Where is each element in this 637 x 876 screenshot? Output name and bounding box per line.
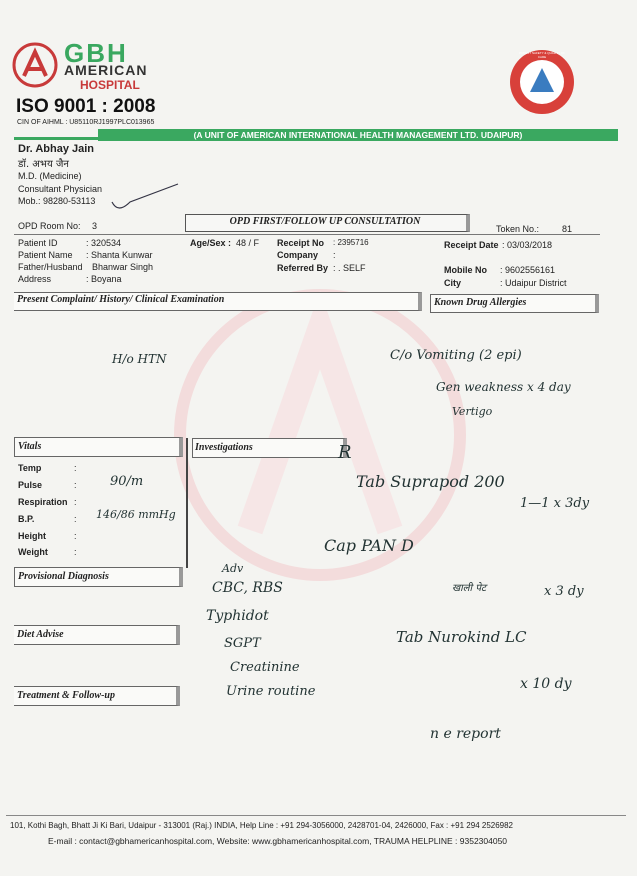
hw-cap-note: खाली पेट [452, 583, 487, 594]
section-investigations: Investigations [195, 442, 253, 453]
company-label: Company [277, 250, 319, 260]
hw-inv-2: Typhidot [206, 608, 269, 624]
hw-inv-1: CBC, RBS [212, 580, 283, 596]
vital-label-weight: Weight [18, 547, 48, 557]
section-diet: Diet Advise [17, 629, 64, 640]
logo-gbh: GBH [64, 38, 128, 68]
vital-label-pulse: Pulse [18, 480, 43, 490]
vital-sep: : [74, 514, 77, 524]
hw-inv-3: SGPT [224, 636, 261, 651]
doctor-degree: M.D. (Medicine) [18, 171, 82, 181]
address-label: Address [18, 274, 52, 284]
signature-mark [108, 178, 188, 218]
company-value: : [333, 250, 336, 260]
doctor-name: Dr. Abhay Jain [18, 143, 95, 155]
father-label: Father/Husband [18, 262, 83, 272]
unit-banner-stripe [14, 137, 98, 140]
city-label: City [444, 278, 462, 288]
city-value: : Udaipur District [500, 278, 567, 288]
receipt-date-label: Receipt Date [444, 240, 499, 250]
nabh-text: NABH [530, 94, 554, 103]
receipt-date-value: : 03/03/2018 [502, 240, 553, 250]
hw-advice: Adv [222, 562, 244, 575]
caduceus-icon [12, 42, 58, 88]
token-value: 81 [562, 224, 573, 234]
hw-complaint-1: C/o Vomiting (2 epi) [390, 348, 522, 363]
logo-hospital: HOSPITAL [80, 78, 140, 92]
doctor-role: Consultant Physician [18, 184, 103, 194]
nabh-ring-text: PATIENT SAFETY & QUALITY OF CARE [518, 51, 566, 59]
patient-id-label: Patient ID [18, 238, 58, 248]
vital-sep: : [74, 531, 77, 541]
patient-name-label: Patient Name [18, 250, 73, 260]
footer-contact: E-mail : contact@gbhamericanhospital.com, Website: www.gbhamericanhospital.com, TRAUMA HELPLINE : 9352304050 [48, 836, 508, 846]
vital-label-bp: B.P. [18, 514, 35, 524]
vital-sep: : [74, 480, 77, 490]
referred-value: : . SELF [333, 263, 366, 273]
hw-cap: Cap PAN D [324, 536, 414, 555]
iso-label: ISO 9001 : 2008 [16, 96, 156, 117]
nabh-seal [508, 48, 576, 116]
logo-american: AMERICAN [64, 62, 148, 78]
footer-address: 101, Kothi Bagh, Bhatt Ji Ki Bari, Udaipur - 313001 (Raj.) INDIA, Help Line : +91 294-3056000, 2428701-04, 2426000, Fax : +91 294 2526982 [10, 821, 514, 830]
vital-sep: : [74, 497, 77, 507]
hw-inv-5: Urine routine [226, 684, 316, 699]
hw-tab3-dose: x 10 dy [520, 676, 572, 692]
opd-room-value: 3 [92, 221, 98, 231]
mobile-value: : 9602556161 [500, 265, 556, 275]
hw-tab1-dose: 1—1 x 3dy [520, 496, 590, 511]
vital-sep: : [74, 547, 77, 557]
vital-label-temp: Temp [18, 463, 42, 473]
hw-rx: R [338, 442, 352, 463]
age-sex-value: 48 / F [236, 238, 260, 248]
age-sex-label: Age/Sex : [190, 238, 232, 248]
receipt-no-label: Receipt No [277, 238, 325, 248]
patient-name-value: : Shanta Kunwar [86, 250, 153, 260]
vital-label-respiration: Respiration [18, 497, 68, 507]
divider-line [14, 234, 600, 235]
section-allergies: Known Drug Allergies [434, 297, 527, 308]
doctor-name-hindi: डॉ. अभय जैन [18, 159, 69, 170]
address-value: : Boyana [86, 274, 122, 284]
watermark-logo [170, 270, 470, 600]
hw-followup: n e report [430, 726, 501, 742]
receipt-no-value: : 2395716 [333, 238, 369, 247]
doctor-mobile: Mob.: 98280-53113 [18, 196, 96, 206]
token-label: Token No.: [496, 224, 540, 234]
investigations-divider [186, 438, 188, 568]
hw-complaint-2: Gen weakness x 4 day [436, 380, 571, 394]
mobile-label: Mobile No [444, 265, 487, 275]
section-treatment: Treatment & Follow-up [17, 690, 115, 701]
footer-line [6, 815, 626, 816]
section-provisional: Provisional Diagnosis [18, 571, 109, 582]
opd-room-label: OPD Room No: [18, 221, 81, 231]
hw-history: H/o HTN [112, 352, 167, 366]
vital-value-pulse: 90/m [110, 474, 144, 489]
consultation-title: OPD FIRST/FOLLOW UP CONSULTATION [229, 216, 421, 227]
section-vitals: Vitals [18, 441, 42, 452]
hw-tab1: Tab Suprapod 200 [356, 472, 505, 491]
hw-complaint-3: Vertigo [452, 405, 493, 418]
hw-cap-dose: x 3 dy [544, 584, 584, 599]
hw-inv-4: Creatinine [230, 660, 300, 675]
section-complaint: Present Complaint/ History/ Clinical Examination [17, 294, 225, 305]
vital-label-height: Height [18, 531, 46, 541]
referred-label: Referred By [277, 263, 329, 273]
vital-sep: : [74, 463, 77, 473]
hospital-logo [12, 38, 172, 92]
hw-tab3: Tab Nurokind LC [396, 628, 527, 646]
father-value: Bhanwar Singh [92, 262, 154, 272]
unit-banner-text: (A UNIT OF AMERICAN INTERNATIONAL HEALTH MANAGEMENT LTD. UDAIPUR) [193, 130, 523, 140]
vital-value-bp: 146/86 mmHg [96, 508, 176, 521]
patient-id-value: : 320534 [86, 238, 122, 248]
cin-number: CIN OF AIHML : U85110RJ1997PLC013965 [17, 119, 155, 126]
